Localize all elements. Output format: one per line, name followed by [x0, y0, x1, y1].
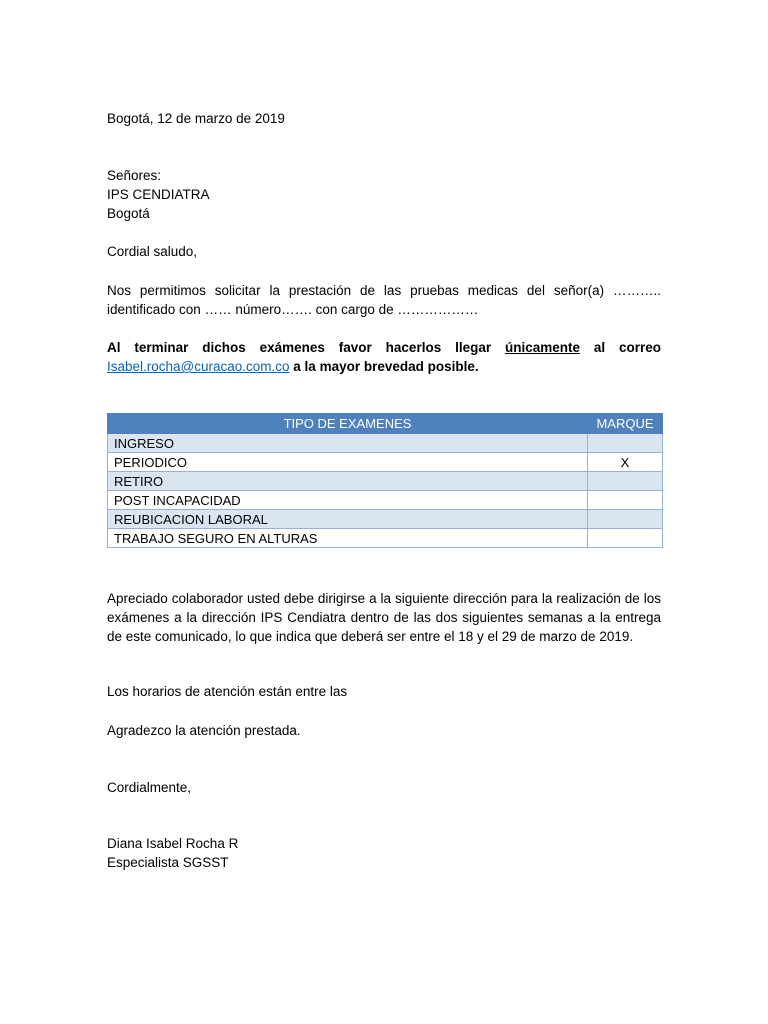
mark-cell[interactable] — [588, 472, 663, 491]
instructions-paragraph: Apreciado colaborador usted debe dirigirse a la siguiente dirección para la realización de los exámenes a la dirección IPS Cendiatra dentro de las dos siguientes semanas a la entrega de este comunicado, lo que indica que deberá ser entre el 18 y el 29 de marzo de 2019. — [107, 591, 661, 644]
mark-cell[interactable] — [588, 510, 663, 529]
closing: Cordialmente, — [107, 780, 192, 795]
exam-type-cell: POST INCAPACIDAD — [108, 491, 588, 510]
notice-paragraph — [107, 338, 661, 376]
mark-cell[interactable] — [588, 491, 663, 510]
greeting: Cordial saludo, — [107, 244, 198, 259]
table-row — [108, 434, 663, 453]
notice-emphasis: únicamente — [504, 340, 580, 355]
hours-line: Los horarios de atención están entre las — [107, 684, 348, 699]
table-row — [108, 472, 663, 491]
exam-type-cell: REUBICACION LABORAL — [108, 510, 588, 529]
table-row — [108, 453, 663, 472]
mark-cell[interactable]: X — [588, 453, 663, 472]
notice-text-3: a la mayor brevedad posible. — [289, 359, 479, 374]
addressee-company: IPS CENDIATRA — [107, 187, 210, 202]
table-header-mark: MARQUE — [588, 414, 663, 434]
table-header-exam-type: TIPO DE EXAMENES — [108, 414, 588, 434]
email-link[interactable]: Isabel.rocha@curacao.com.co — [107, 359, 290, 374]
mark-cell[interactable] — [588, 434, 663, 453]
table-row — [108, 491, 663, 510]
exam-type-cell: TRABAJO SEGURO EN ALTURAS — [108, 529, 588, 548]
exam-type-table — [107, 413, 663, 548]
notice-text-1: Al terminar dichos exámenes favor hacerlos llegar — [107, 340, 505, 355]
addressee-city: Bogotá — [107, 206, 150, 221]
letter-date: Bogotá, 12 de marzo de 2019 — [107, 111, 285, 126]
signature-name: Diana Isabel Rocha R — [107, 836, 239, 851]
request-paragraph: Nos permitimos solicitar la prestación de las pruebas medicas del señor(a) ……….. identificado con …… número……. con cargo de ……………… — [107, 283, 661, 317]
addressee-salutation: Señores: — [107, 168, 162, 183]
table-row — [108, 529, 663, 548]
thanks-line: Agradezco la atención prestada. — [107, 723, 301, 738]
mark-cell[interactable] — [588, 529, 663, 548]
notice-text-2: al correo — [579, 340, 661, 355]
exam-type-cell: INGRESO — [108, 434, 588, 453]
exam-type-cell: PERIODICO — [108, 453, 588, 472]
exam-type-cell: RETIRO — [108, 472, 588, 491]
table-row — [108, 510, 663, 529]
signature-title: Especialista SGSST — [107, 855, 229, 870]
